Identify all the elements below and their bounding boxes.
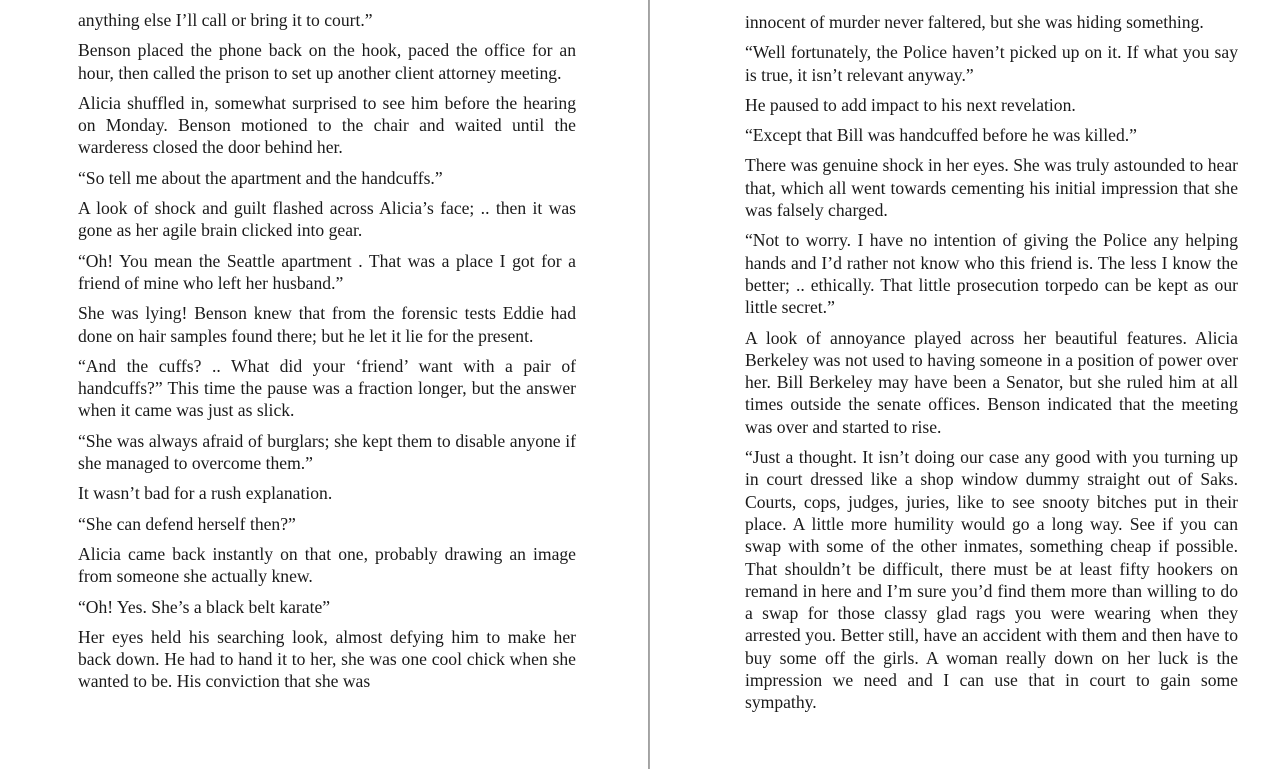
paragraph: anything else I’ll call or bring it to court.” bbox=[78, 10, 373, 30]
paragraph: “Just a thought. It isn’t doing our case any good with you turning up in court dressed like a shop window dummy straight out of Saks. Courts, cops, judges, juries, like to see snooty bitches put in their place. A little more humility would go a long way. See if you can swap with some of the other inmates, something cheap if possible. That shouldn’t be difficult, there must be at least fifty hookers on remand in here and I’m sure you’d find them more than willing to do a swap for those classy glad rags you were wearing when they arrested you. Better still, have an accident with them and then have to buy some off the girls. A woman really down on her luck is the impression we need and I can use that in court to gain some sympathy. bbox=[745, 447, 1238, 713]
paragraph: “Oh! Yes. She’s a black belt karate” bbox=[78, 596, 331, 617]
paragraph: “She was always afraid of burglars; she kept them to disable anyone if she managed to overcome them.” bbox=[78, 430, 576, 474]
paragraph: There was genuine shock in her eyes. She was truly astounded to hear that, which all went towards cementing his initial impression that she was falsely charged. bbox=[745, 155, 1238, 221]
paragraph: “Except that Bill was handcuffed before he was killed.” bbox=[745, 125, 1137, 146]
paragraph: She was lying! Benson knew that from the forensic tests Eddie had done on hair samples found there; but he let it lie for the present. bbox=[78, 303, 576, 346]
right-page bbox=[652, 0, 1280, 769]
paragraph: “Oh! You mean the Seattle apartment . That was a place I got for a friend of mine who left her husband.” bbox=[78, 250, 576, 293]
paragraph: “And the cuffs? .. What did your ‘friend’ want with a pair of handcuffs?” This time the pause was a fraction longer, but the answer when it came was just as slick. bbox=[78, 355, 576, 421]
paragraph: “So tell me about the apartment and the handcuffs.” bbox=[78, 167, 443, 188]
paragraph: Benson placed the phone back on the hook, paced the office for an hour, then called the prison to set up another client attorney meeting. bbox=[78, 40, 576, 83]
paragraph: “Not to worry. I have no intention of giving the Police any helping hands and I’d rather not know who this friend is. The less I know the better; .. ethically. That little prosecution torpedo can be kept as our little secret.” bbox=[745, 230, 1238, 318]
paragraph: A look of shock and guilt flashed across Alicia’s face; .. then it was gone as her agile brain clicked into gear. bbox=[78, 198, 576, 241]
paragraph: Alicia shuffled in, somewhat surprised to see him before the hearing on Monday. Benson motioned to the chair and waited until the warderess closed the door behind her. bbox=[78, 92, 576, 158]
paragraph: It wasn’t bad for a rush explanation. bbox=[78, 483, 333, 504]
paragraph: “Well fortunately, the Police haven’t picked up on it. If what you say is true, it isn’t relevant anyway.” bbox=[745, 42, 1238, 85]
paragraph: He paused to add impact to his next revelation. bbox=[745, 94, 1076, 115]
paragraph: A look of annoyance played across her beautiful features. Alicia Berkeley was not used to having someone in a position of power over her. Bill Berkeley may have been a Senator, but she ruled him at all times outside the senate offices. Benson indicated that the meeting was over and started to rise. bbox=[745, 327, 1238, 437]
page-gutter bbox=[648, 0, 650, 769]
paragraph: Alicia came back instantly on that one, probably drawing an image from someone she actually knew. bbox=[78, 543, 576, 587]
paragraph: innocent of murder never faltered, but she was hiding something. bbox=[745, 12, 1204, 32]
paragraph: “She can defend herself then?” bbox=[78, 513, 296, 534]
paragraph: Her eyes held his searching look, almost defying him to make her back down. He had to hand it to her, she was one cool chick when she wanted to be. His conviction that she was bbox=[78, 626, 576, 692]
